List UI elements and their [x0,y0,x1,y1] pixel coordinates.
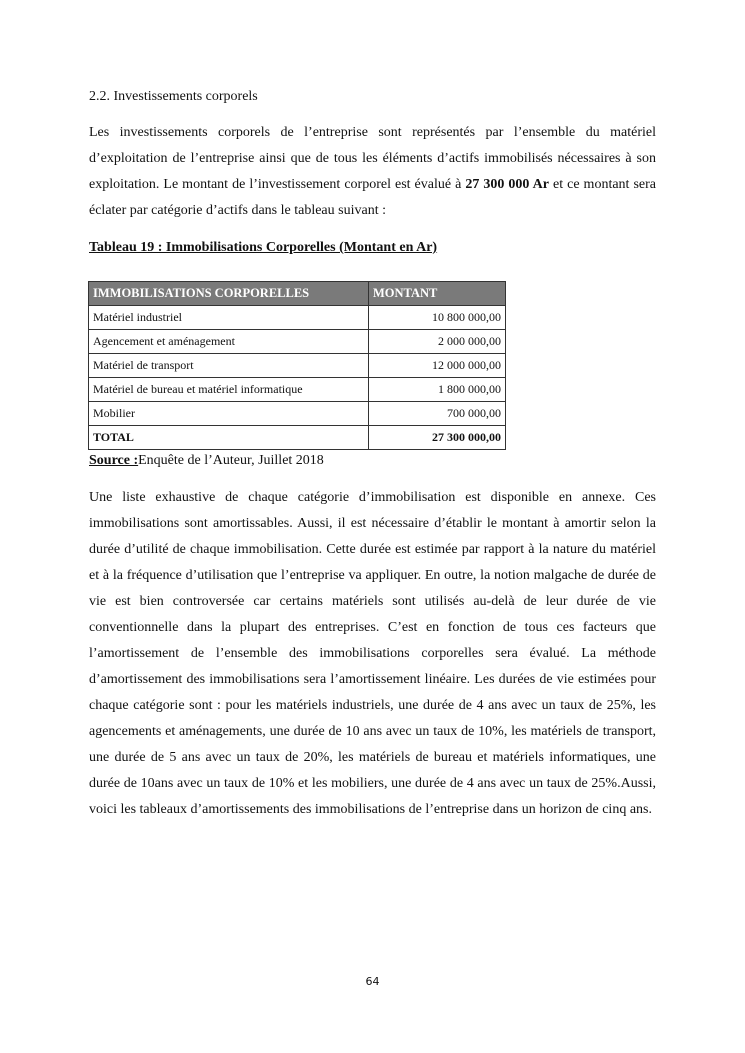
row-amount: 2 000 000,00 [369,330,506,354]
source-label: Source : [89,453,139,468]
table-row [89,378,506,402]
total-label: TOTAL [89,426,369,450]
row-amount: 12 000 000,00 [369,354,506,378]
body-paragraph: Une liste exhaustive de chaque catégorie d’immobilisation est disponible en annexe. Ces immobilisations sont amortissables. Aussi, il est nécessaire d’établir le montant à amortir selon la durée d’utilité de chaque immobilisation. Cette durée est estimée par rapport à la nature du matériel et à la fréquence d’utilisation que l’entreprise va appliquer. En outre, la notion malgache de durée de vie est bien controversée car certains matériels sont utilisés au-delà de leur durée de vie conventionnelle dans la plupart des entreprises. C’est en fonction de tous ces facteurs que l’amortissement de l’ensemble des immobilisations corporelles sera évalué. La méthode d’amortissement des immobilisations sera l’amortissement linéaire. Les durées de vie estimées pour chaque catégorie sont : pour les matériels industriels, une durée de 4 ans avec un taux de 25%, les agencements et aménagements, une durée de 10 ans avec un taux de 10%, les matériels de transport, une durée de 5 ans avec un taux de 20%, les matériels de bureau et matériels informatiques, une durée de 10ans avec un taux de 10% et les mobiliers, une durée de 4 ans avec un taux de 25%.Aussi, voici les tableaux d’amortissements des immobilisations de l’entreprise dans un horizon de cinq ans. [89,490,656,817]
row-label: Agencement et aménagement [89,330,369,354]
row-label: Mobilier [89,402,369,426]
row-label: Matériel de transport [89,354,369,378]
table-row [89,306,506,330]
intro-paragraph [89,120,656,224]
table-header-row [89,282,506,306]
source-text: Enquête de l’Auteur, Juillet 2018 [138,453,324,468]
table-caption: Tableau 19 : Immobilisations Corporelles (Montant en Ar) [89,240,438,255]
assets-table [88,281,506,450]
table-row [89,330,506,354]
row-amount: 1 800 000,00 [369,378,506,402]
row-label: Matériel de bureau et matériel informatique [89,378,369,402]
table-total-row [89,426,506,450]
intro-text-before: Les investissements corporels de l’entreprise sont représentés par l’ensemble du matériel d’exploitation de l’entreprise ainsi que de tous les éléments d’actifs immobilisés nécessaires à son exploitation. Le montant de l’investissement corporel est évalué à [89,125,656,192]
section-heading: 2.2. Investissements corporels [89,89,258,104]
row-label: Matériel industriel [89,306,369,330]
intro-amount: 27 300 000 Ar [465,177,549,192]
row-amount: 10 800 000,00 [369,306,506,330]
intro-text-after: et ce montant sera éclater par catégorie d’actifs dans le tableau suivant : [89,177,656,218]
header-category: IMMOBILISATIONS CORPORELLES [89,282,369,306]
total-amount: 27 300 000,00 [369,426,506,450]
row-amount: 700 000,00 [369,402,506,426]
page-number: 64 [365,975,380,988]
table-row [89,402,506,426]
source-line [89,453,324,469]
table-row [89,354,506,378]
header-amount: MONTANT [369,282,506,306]
